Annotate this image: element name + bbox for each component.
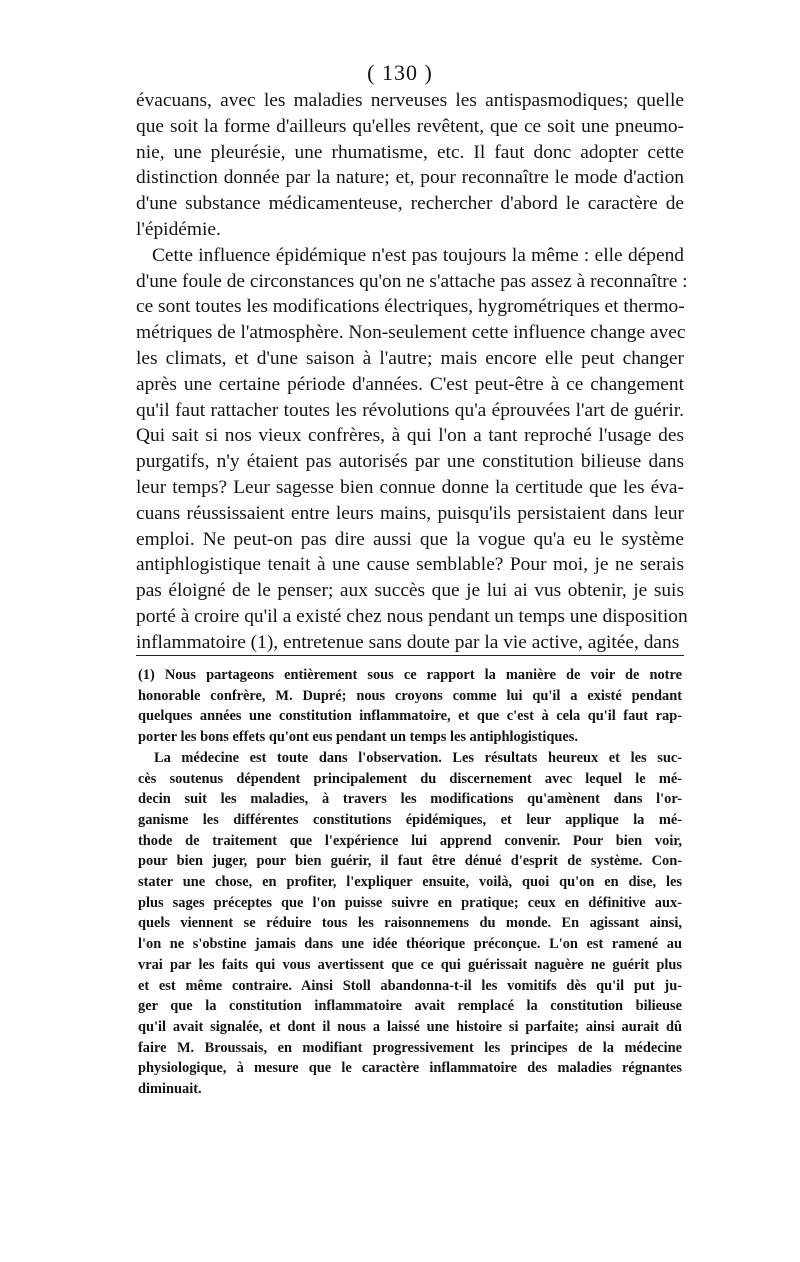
footnote-line: cès soutenus dépendent principalement du discernement avec lequel le mé- <box>138 770 682 787</box>
text-line: les climats, et d'une saison à l'autre; mais encore elle peut changer <box>136 347 684 369</box>
footnote-line: ganisme les différentes constitutions épidémiques, et leur applique la mé- <box>138 811 682 828</box>
footnote-line: qu'il avait signalée, et dont il nous a laissé une histoire si parfaite; ainsi aurait dû <box>138 1018 682 1035</box>
footnote-line: La médecine est toute dans l'observation. Les résultats heureux et les suc- <box>154 749 682 766</box>
footnote-divider <box>136 655 684 656</box>
footnote-line: thode de traitement que l'expérience lui apprend convenir. Pour bien voir, <box>138 832 682 849</box>
text-line: emploi. Ne peut-on pas dire aussi que la vogue qu'a eu le système <box>136 528 684 550</box>
text-line: évacuans, avec les maladies nerveuses les antispasmodiques; quelle <box>136 90 684 111</box>
page-number: ( 130 ) <box>367 60 433 85</box>
text-line: pas éloigné de le penser; aux succès que je lui ai vus obtenir, je suis <box>136 580 684 602</box>
footnote-line: l'on ne s'obstine jamais dans une idée théorique préconçue. L'on est ramené au <box>138 936 682 953</box>
footnote-line: diminuait. <box>138 1081 202 1098</box>
footnote-line: et est même contraire. Ainsi Stoll abandonna-t-il les vomitifs dès qu'il put ju- <box>138 977 682 994</box>
text-line: cuans réussissaient entre leurs mains, puisqu'ils persistaient dans leur <box>136 502 684 524</box>
footnote-line: porter les bons effets qu'ont eus pendant un temps les antiphlogistiques. <box>138 729 578 746</box>
footnote-line: (1) Nous partageons entièrement sous ce rapport la manière de voir de notre <box>138 667 682 683</box>
footnote-line: physiologique, à mesure que le caractère inflammatoire des maladies régnantes <box>138 1060 682 1077</box>
footnote-line: ger que la constitution inflammatoire avait remplacé la constitution bilieuse <box>138 998 682 1015</box>
footnote-line: vrai par les faits qui vous avertissent que ce qui guérissait naguère ne guérit plus <box>138 956 682 973</box>
footnote-line: quelques années une constitution inflammatoire, et que c'est à cela qu'il faut rap- <box>138 708 682 725</box>
footnote-line: plus sages préceptes que l'on puisse suivre en pratique; ceux en définitive aux- <box>138 894 682 911</box>
text-line: Qui sait si nos vieux confrères, à qui l'on a tant reproché l'usage des <box>136 425 684 447</box>
text-line: inflammatoire (1), entretenue sans doute par la vie active, agitée, dans <box>136 631 680 653</box>
text-line: distinction donnée par la nature; et, pour reconnaître le mode d'action <box>136 167 684 189</box>
text-line: leur temps? Leur sagesse bien connue donne la certitude que les éva- <box>136 476 684 498</box>
text-line: qu'il faut rattacher toutes les révolutions qu'a éprouvées l'art de guérir. <box>136 399 684 421</box>
footnote-line: quels viennent se réduire tous les raisonnemens du monde. En agissant ainsi, <box>138 915 682 932</box>
text-line: nie, une pleurésie, une rhumatisme, etc. Il faut donc adopter cette <box>136 141 684 163</box>
footnote-line: stater une chose, en profiter, l'expliquer ensuite, voilà, quoi qu'on en dise, les <box>138 874 682 891</box>
footnote-line: honorable confrère, M. Dupré; nous croyons comme lui qu'il a existé pendant <box>138 687 682 704</box>
text-line: d'une substance médicamenteuse, rechercher d'abord le caractère de <box>136 193 684 215</box>
text-line: après une certaine période d'années. C'est peut-être à ce changement <box>136 373 684 395</box>
text-line: purgatifs, n'y étaient pas autorisés par une constitution bilieuse dans <box>136 451 684 473</box>
text-line: métriques de l'atmosphère. Non-seulement cette influence change avec <box>136 322 686 344</box>
footnote-line: pour bien juger, pour bien guérir, il faut être dénué d'esprit de système. Con- <box>138 853 682 870</box>
footnote-line: decin suit les maladies, à travers les modifications qu'amènent dans l'or- <box>138 791 682 808</box>
footnotes-block <box>138 665 682 1100</box>
text-line: d'une foule de circonstances qu'on ne s'attache pas assez à reconnaître : <box>136 270 688 292</box>
text-line: Cette influence épidémique n'est pas toujours la même : elle dépend <box>152 244 684 266</box>
text-line: que soit la forme d'ailleurs qu'elles revêtent, que ce soit une pneumo- <box>136 115 684 137</box>
footnote-line: faire M. Broussais, en modifiant progressivement les principes de la médecine <box>138 1039 682 1056</box>
text-line: ce sont toutes les modifications électriques, hygrométriques et thermo- <box>136 296 685 318</box>
text-line: l'épidémie. <box>136 218 221 240</box>
main-text-body <box>136 88 688 656</box>
text-line: antiphlogistique tenait à une cause semblable? Pour moi, je ne serais <box>136 554 684 576</box>
text-line: porté à croire qu'il a existé chez nous pendant un temps une disposition <box>136 605 688 627</box>
